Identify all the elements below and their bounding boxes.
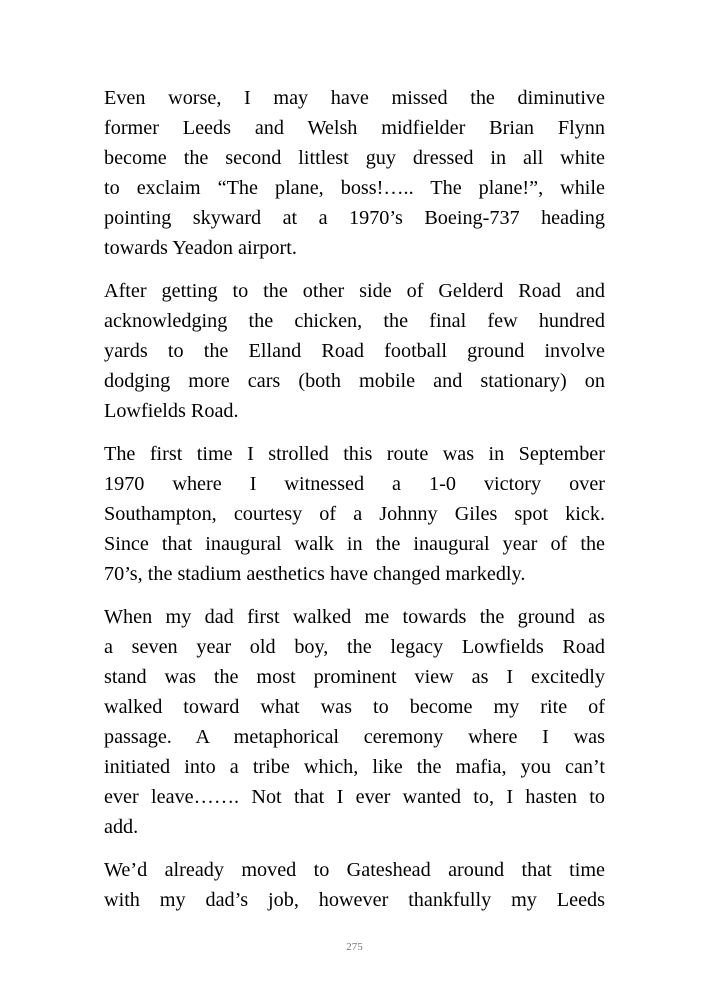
- paragraph-1: [104, 83, 605, 263]
- text-line: yards to the Elland Road football ground involve: [104, 340, 605, 362]
- paragraph-2: [104, 276, 605, 426]
- text-line: become the second littlest guy dressed in all white: [104, 147, 605, 169]
- text-line: pointing skyward at a 1970’s Boeing-737 heading: [104, 207, 605, 229]
- text-line: Southampton, courtesy of a Johnny Giles spot kick.: [104, 503, 605, 525]
- text-line: passage. A metaphorical ceremony where I was: [104, 726, 605, 748]
- text-line: a seven year old boy, the legacy Lowfields Road: [104, 636, 605, 658]
- text-line: Since that inaugural walk in the inaugural year of the: [104, 533, 605, 555]
- text-line: Even worse, I may have missed the diminutive: [104, 87, 605, 109]
- text-line: stand was the most prominent view as I excitedly: [104, 666, 605, 688]
- text-line: acknowledging the chicken, the final few hundred: [104, 310, 605, 332]
- text-line: dodging more cars (both mobile and stationary) on: [104, 370, 605, 392]
- paragraph-5: [104, 855, 605, 915]
- text-line: add.: [104, 816, 139, 838]
- text-line: towards Yeadon airport.: [104, 237, 297, 259]
- paragraph-4: [104, 602, 605, 842]
- text-line: with my dad’s job, however thankfully my Leeds: [104, 889, 605, 911]
- page-number: 275: [346, 941, 363, 953]
- text-line: When my dad first walked me towards the ground as: [104, 606, 605, 628]
- text-line: to exclaim “The plane, boss!….. The plane!”, while: [104, 177, 605, 199]
- paragraph-3: [104, 439, 605, 589]
- text-line: The first time I strolled this route was in September: [104, 443, 605, 465]
- text-line: 70’s, the stadium aesthetics have changed markedly.: [104, 563, 526, 585]
- text-line: walked toward what was to become my rite of: [104, 696, 605, 718]
- text-line: Lowfields Road.: [104, 400, 239, 422]
- text-line: We’d already moved to Gateshead around that time: [104, 859, 605, 881]
- body-text: [104, 83, 605, 928]
- text-line: former Leeds and Welsh midfielder Brian Flynn: [104, 117, 605, 139]
- text-line: After getting to the other side of Gelderd Road and: [104, 280, 605, 302]
- text-line: ever leave……. Not that I ever wanted to, I hasten to: [104, 786, 605, 808]
- text-line: 1970 where I witnessed a 1-0 victory over: [104, 473, 605, 495]
- text-line: initiated into a tribe which, like the mafia, you can’t: [104, 756, 605, 778]
